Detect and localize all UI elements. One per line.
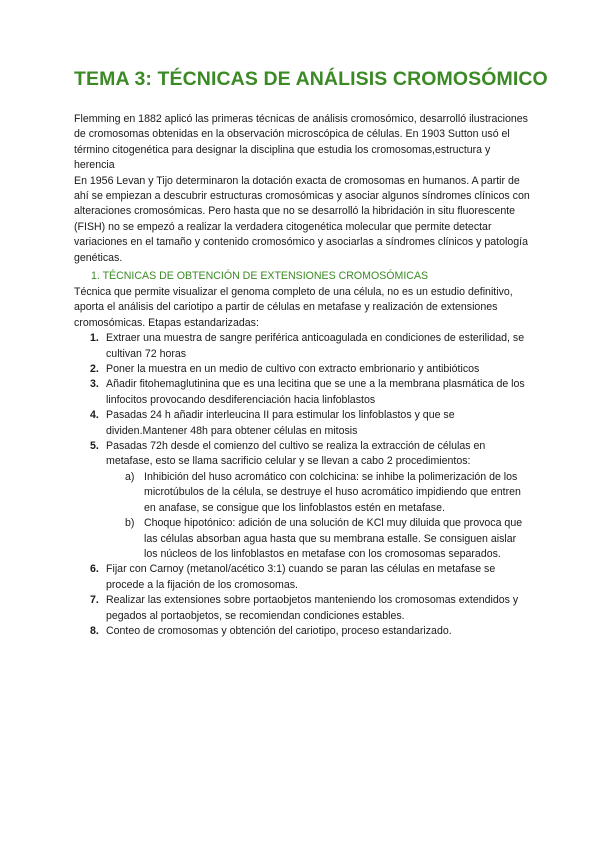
intro-paragraph: Flemming en 1882 aplicó las primeras técnicas de análisis cromosómico, desarrolló ilustraciones de cromosomas obtenidas en la observación microscópica de células. En 1903 Sutton usó el término citogenética para designar la disciplina que estudia los cromosomas,estructura y herencia [74,113,528,172]
list-item [74,362,532,377]
list-item [74,593,532,624]
step-number: 4. [90,409,99,422]
step-text: Pasadas 24 h añadir interleucina II para estimular los linfoblastos y que se dividen.Mantener 48h para obtener células en mitosis [106,409,455,437]
sub-list-item [106,516,532,562]
step-text: Realizar las extensiones sobre portaobjetos manteniendo los cromosomas extendidos y pegados al portaobjetos, se recomiendan condiciones estables. [106,594,519,622]
step-number: 5. [90,440,99,453]
step-number: 8. [90,624,99,637]
sub-step-label: b) [125,517,135,530]
step-text: Pasadas 72h desde el comienzo del cultivo se realiza la extracción de células en metafase, esto se llama sacrificio celular y se llevan a cabo 2 procedimientos: [106,440,486,468]
step-text: Conteo de cromosomas y obtención del cariotipo, proceso estandarizado. [106,624,452,637]
list-item [74,562,532,593]
step-number: 2. [90,363,99,376]
step-number: 3. [90,378,99,391]
list-item [74,408,532,439]
list-item [74,377,532,408]
page-title: TEMA 3: TÉCNICAS DE ANÁLISIS CROMOSÓMICO [74,68,548,90]
step-number: 7. [90,594,99,607]
step-number: 1. [90,332,99,345]
sub-step-text: Choque hipotónico: adición de una solución de KCl muy diluida que provoca que las células absorban agua hasta que su membrana estalle. Se consiguen aislar los núcleos de los linfoblastos en metafase con los cromosomas separados. [144,517,523,560]
step-text: Extraer una muestra de sangre periférica anticoagulada en condiciones de esterilidad, se cultivan 72 horas [106,332,525,360]
list-item [74,439,532,562]
sub-steps-list [106,470,532,562]
section-body [74,285,532,639]
section-heading: 1. TÉCNICAS DE OBTENCIÓN DE EXTENSIONES CROMOSÓMICAS [91,270,429,282]
step-number: 6. [90,563,99,576]
step-text: Fijar con Carnoy (metanol/acético 3:1) cuando se paran las células en metafase se procede a la fijación de los cromosomas. [106,563,496,591]
intro-paragraph: En 1956 Levan y Tijo determinaron la dotación exacta de cromosomas en humanos. A partir de ahí se empiezan a descubrir estructuras cromosómicas y asociar algunos síndromes clínicos con alteraciones cromosómicas. Pero hasta que no se desarrolló la hibridación in situ fluorescente (FISH) no se empezó a realizar la verdadera citogenética molecular que permite detectar variaciones en el tamaño y contenido cromosómico y asociarlas a síndromes clínicos y patología genéticas. [74,174,530,264]
intro-section [74,112,532,266]
sub-step-text: Inhibición del huso acromático con colchicina: se inhibe la polimerización de los microtúbulos de la célula, se destruye el huso acromático impidiendo que entren en anafase, se consigue que los linfoblastos estén en metafase. [144,470,521,514]
step-text: Poner la muestra en un medio de cultivo con extracto embrionario y antibióticos [106,363,480,376]
steps-list [74,331,532,639]
sub-step-label: a) [125,470,135,483]
step-text: Añadir fitohemaglutinina que es una lecitina que se une a la membrana plasmática de los linfocitos provocando desdiferenciación hacia linfoblastos [106,378,525,406]
section-intro: Técnica que permite visualizar el genoma completo de una célula, no es un estudio definitivo, aporta el análisis del cariotipo a partir de células en metafase y realización de extensiones cromosómicas. Etapas estandarizadas: [74,286,513,329]
sub-list-item [106,470,532,516]
list-item [74,331,532,362]
list-item [74,624,532,639]
